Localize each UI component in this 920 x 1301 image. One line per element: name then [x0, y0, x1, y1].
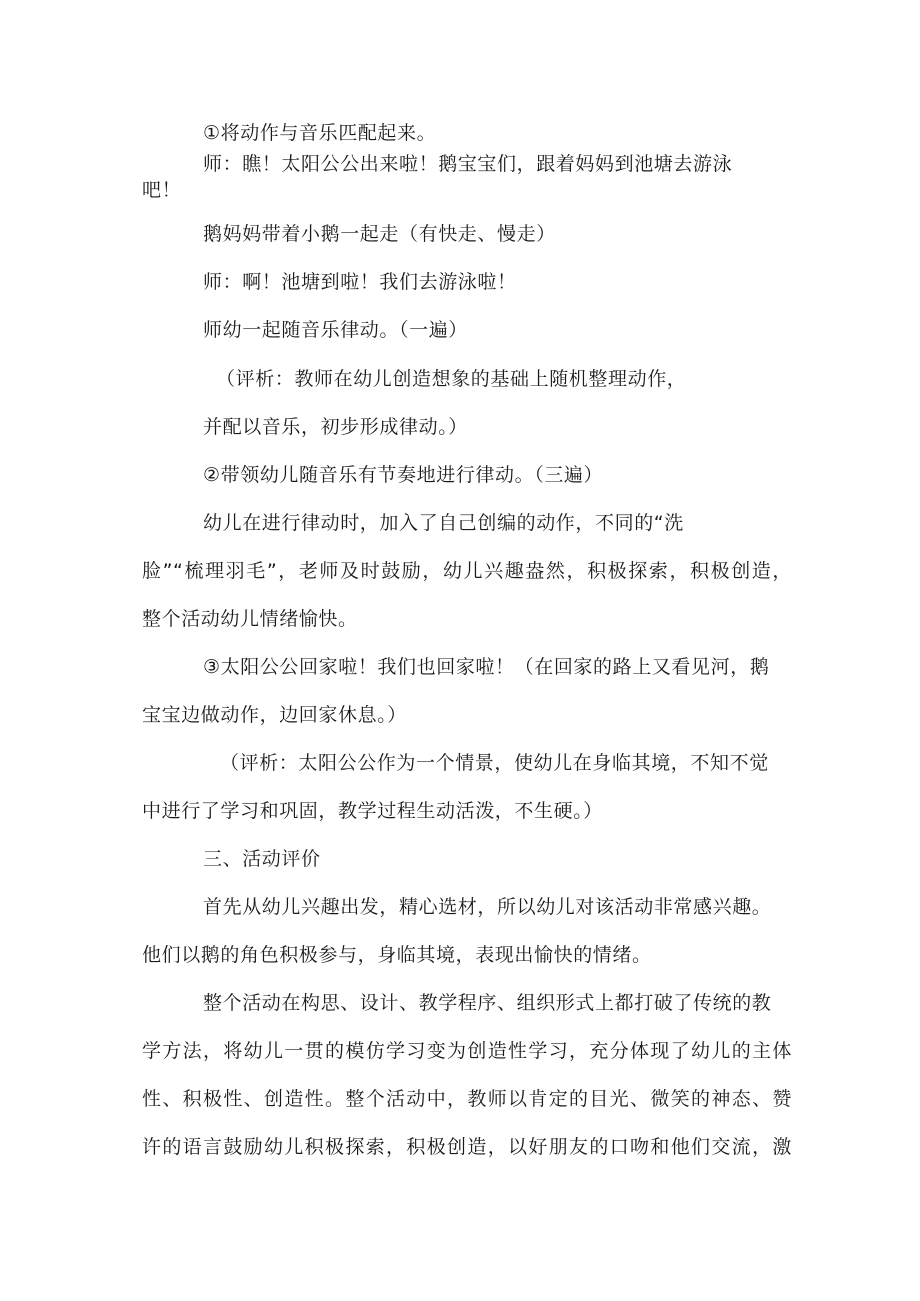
annotation-line: （评析：太阳公公作为一个情景，使幼儿在身临其境，不知不觉 [220, 752, 769, 774]
text-line: 幼儿在进行律动时，加入了自己创编的动作，不同的“洗 [203, 512, 684, 534]
text-line: 师：瞧！太阳公公出来啦！鹅宝宝们，跟着妈妈到池塘去游泳 [203, 153, 733, 175]
annotation-line: （评析：教师在幼儿创造想象的基础上随机整理动作， [216, 368, 687, 390]
text-line: 脸”“梳理羽毛”，老师及时鼓励，幼儿兴趣盎然，积极探索，积极创造， [142, 560, 792, 582]
text-line: 师：啊！池塘到啦！我们去游泳啦！ [203, 271, 517, 293]
text-line: 整个活动在构思、设计、教学程序、组织形式上都打破了传统的教 [203, 992, 772, 1014]
text-line: 吧！ [142, 179, 182, 201]
section-heading: 三、活动评价 [203, 848, 321, 870]
text-line: 首先从幼儿兴趣出发，精心选材，所以幼儿对该活动非常感兴趣。 [203, 896, 772, 918]
text-line: 鹅妈妈带着小鹅一起走（有快走、慢走） [203, 223, 556, 245]
text-line: ③太阳公公回家啦！我们也回家啦！（在回家的路上又看见河，鹅 [203, 656, 770, 678]
text-line: 学方法，将幼儿一贯的模仿学习变为创造性学习，充分体现了幼儿的主体 [142, 1040, 792, 1062]
text-line: 整个活动幼儿情绪愉快。 [142, 608, 358, 630]
text-line: 宝宝边做动作，边回家休息。） [142, 704, 407, 726]
text-line: 性、积极性、创造性。整个活动中，教师以肯定的目光、微笑的神态、赞 [142, 1088, 792, 1110]
annotation-line: 中进行了学习和巩固，教学过程生动活泼，不生硬。） [142, 800, 603, 822]
annotation-line: 并配以音乐，初步形成律动。） [203, 416, 468, 438]
text-line: 许的语言鼓励幼儿积极探索，积极创造，以好朋友的口吻和他们交流，激 [142, 1136, 792, 1158]
text-line: ②带领幼儿随音乐有节奏地进行律动。（三遍） [203, 464, 604, 486]
text-line: ①将动作与音乐匹配起来。 [203, 122, 437, 144]
text-line: 师幼一起随音乐律动。（一遍） [203, 319, 468, 341]
text-line: 他们以鹅的角色积极参与，身临其境，表现出愉快的情绪。 [142, 944, 652, 966]
